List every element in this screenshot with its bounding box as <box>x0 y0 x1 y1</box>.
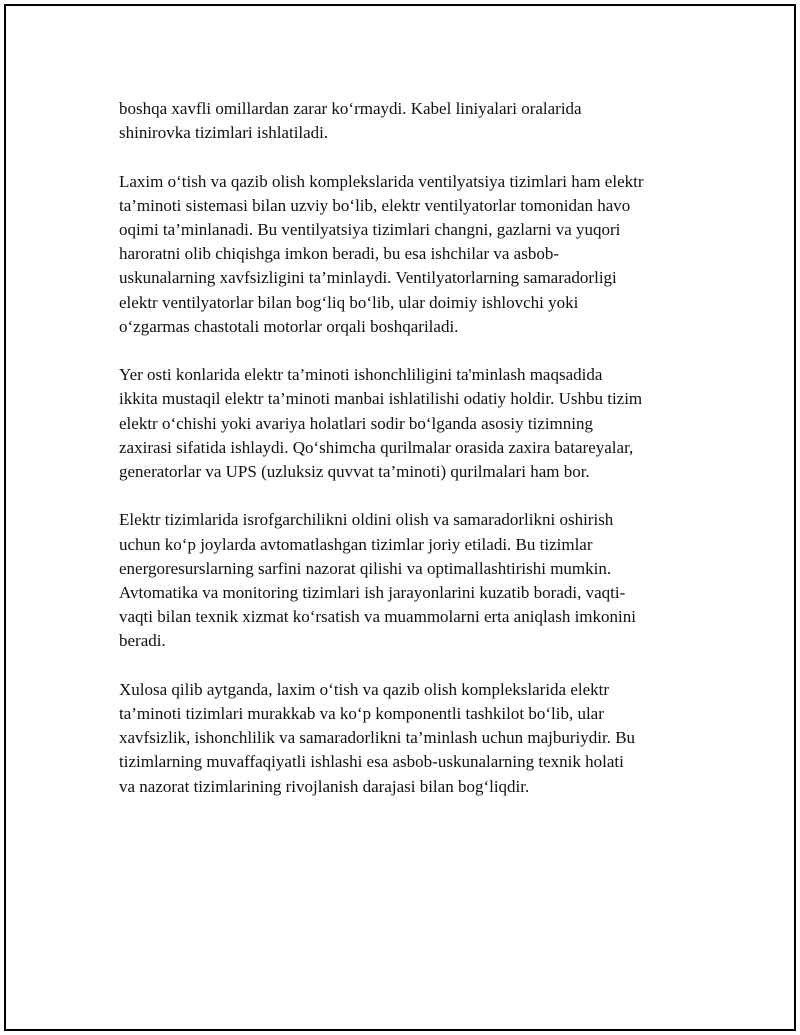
paragraph-2 <box>119 170 701 339</box>
paragraph-1 <box>119 97 701 145</box>
text-line: ta’minoti tizimlari murakkab va ko‘p komponentli tashkilot bo‘lib, ular <box>119 704 604 724</box>
text-line: elektr o‘chishi yoki avariya holatlari sodir bo‘lganda asosiy tizimning <box>119 413 593 433</box>
text-line: oqimi ta’minlanadi. Bu ventilyatsiya tizimlari changni, gazlarni va yuqori <box>119 220 621 239</box>
text-line: zaxirasi sifatida ishlaydi. Qo‘shimcha qurilmalar orasida zaxira batareyalar, <box>119 437 634 457</box>
text-line: Laxim o‘tish va qazib olish komplekslarida ventilyatsiya tizimlari ham elektr <box>119 171 644 191</box>
text-line: shinirovka tizimlari ishlatiladi. <box>119 123 329 143</box>
text-line: va nazorat tizimlarining rivojlanish darajasi bilan bog‘liqdir. <box>119 776 530 796</box>
text-line: o‘zgarmas chastotali motorlar orqali boshqariladi. <box>119 316 459 336</box>
text-line: energoresurslarning sarfini nazorat qilishi va optimallashtirishi mumkin. <box>119 558 612 578</box>
text-line: ta’minoti sistemasi bilan uzviy bo‘lib, elektr ventilyatorlar tomonidan havo <box>119 195 631 215</box>
text-line: haroratni olib chiqishga imkon beradi, bu esa ishchilar va asbob- <box>119 244 559 264</box>
text-line: xavfsizlik, ishonchlilik va samaradorlikni ta’minlash uchun majburiydir. Bu <box>119 728 636 748</box>
paragraph-4 <box>119 508 701 653</box>
text-line: elektr ventilyatorlar bilan bog‘liq bo‘lib, ular doimiy ishlovchi yoki <box>119 292 579 312</box>
text-line: uchun ko‘p joylarda avtomatlashgan tizimlar joriy etiladi. Bu tizimlar <box>119 534 593 554</box>
text-line: Yer osti konlarida elektr ta’minoti ishonchliligini ta'minlash maqsadida <box>119 365 603 385</box>
document-body <box>119 97 701 823</box>
text-line: boshqa xavfli omillardan zarar ko‘rmaydi. Kabel liniyalari oralarida <box>119 99 582 118</box>
text-line: tizimlarning muvaffaqiyatli ishlashi esa asbob-uskunalarning texnik holati <box>119 752 624 772</box>
text-line: uskunalarning xavfsizligini ta’minlaydi. Ventilyatorlarning samaradorligi <box>119 268 617 288</box>
text-line: generatorlar va UPS (uzluksiz quvvat ta’minoti) qurilmalari ham bor. <box>119 462 590 482</box>
paragraph-5 <box>119 678 701 799</box>
text-line: Elektr tizimlarida isrofgarchilikni oldini olish va samaradorlikni oshirish <box>119 510 614 530</box>
page-frame <box>4 4 796 1031</box>
text-line: beradi. <box>119 631 166 651</box>
text-line: ikkita mustaqil elektr ta’minoti manbai ishlatilishi odatiy holdir. Ushbu tizim <box>119 389 643 409</box>
paragraph-3 <box>119 363 701 484</box>
text-line: Xulosa qilib aytganda, laxim o‘tish va qazib olish komplekslarida elektr <box>119 679 610 699</box>
text-line: vaqti bilan texnik xizmat ko‘rsatish va muammolarni erta aniqlash imkonini <box>119 607 636 627</box>
text-line: Avtomatika va monitoring tizimlari ish jarayonlarini kuzatib boradi, vaqti- <box>119 583 626 603</box>
